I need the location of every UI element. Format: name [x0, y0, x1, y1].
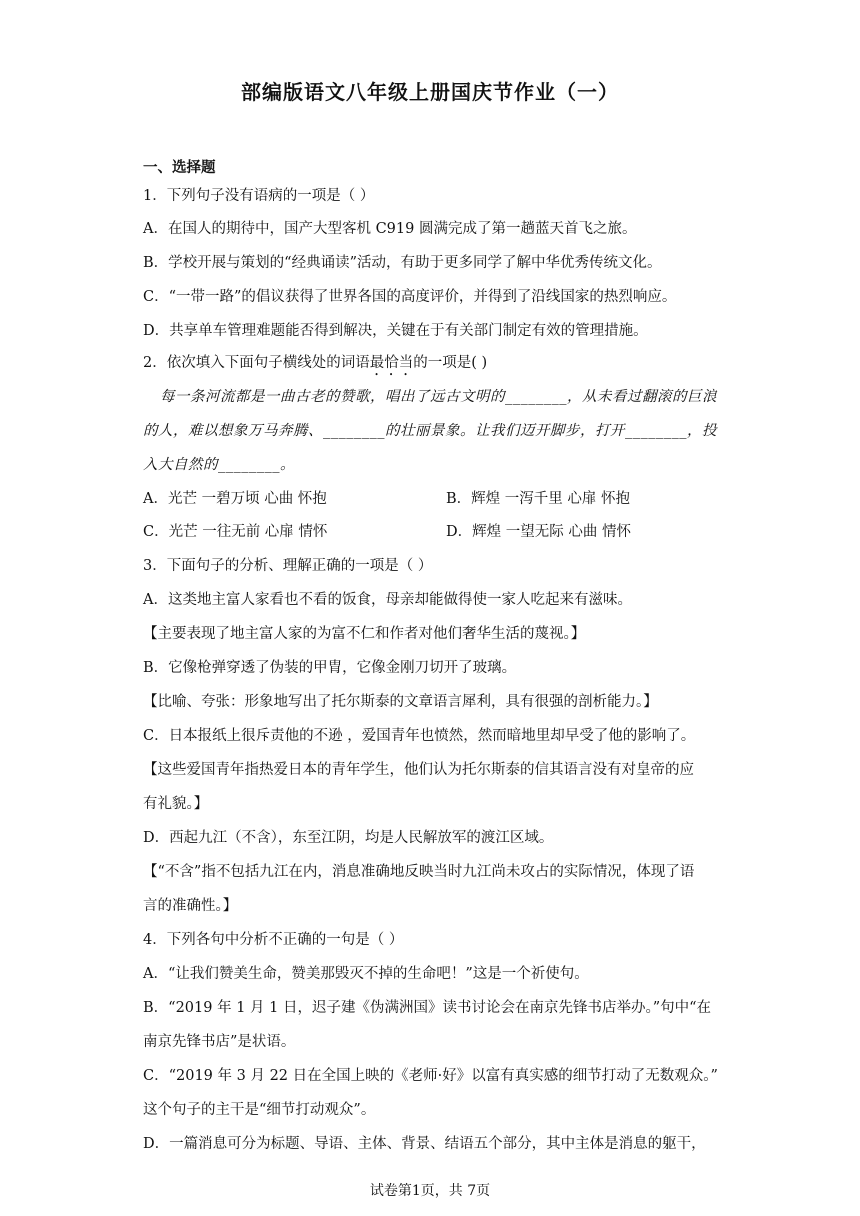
q3-option-d-note-1: 【“不含”指不包括九江在内，消息准确地反映当时九江尚未攻占的实际情况，体现了语 — [143, 864, 695, 880]
q3-option-d: D．西起九江（不含），东至江阴，均是人民解放军的渡江区域。 — [143, 830, 554, 846]
q3-option-c: C．日本报纸上很斥责他的不逊 ，爱国青年也愤然，然而暗地里却早受了他的影响了。 — [143, 728, 696, 744]
q2-option-c: C．光芒 一往无前 心扉 情怀 — [143, 524, 328, 540]
q2-stem-pre: 2．依次填入下面句子横线处的词语 — [143, 355, 370, 371]
q4-option-b-line-2: 南京先锋书店”是状语。 — [143, 1034, 296, 1050]
q1-stem: 1．下列句子没有语病的一项是（ ） — [143, 188, 375, 204]
q2-passage-line-1: 每一条河流都是一曲古老的赞歌，唱出了远古文明的________，从未看过翻滚的巨浪 — [160, 389, 717, 405]
q4-option-b-line-1: B．“2019 年 1 月 1 日，迟子建《伪满洲国》读书讨论会在南京先锋书店举办。”句中“在 — [143, 1000, 712, 1016]
document-title: 部编版语文八年级上册国庆节作业（一） — [241, 80, 619, 104]
q3-option-c-note-1: 【这些爱国青年指热爱日本的青年学生，他们认为托尔斯泰的信其语言没有对皇帝的应 — [143, 762, 694, 778]
q3-option-b: B．它像枪弹穿透了伪装的甲胄，它像金刚刀切开了玻璃。 — [143, 660, 517, 676]
q1-option-b: B．学校开展与策划的“经典诵读”活动，有助于更多同学了解中华优秀传统文化。 — [143, 255, 662, 271]
q4-option-d-line-1: D．一篇消息可分为标题、导语、主体、背景、结语五个部分，其中主体是消息的躯干， — [143, 1136, 706, 1152]
page-footer: 试卷第1页，共 7页 — [369, 1183, 491, 1199]
q3-option-b-note: 【比喻、夸张：形象地写出了托尔斯泰的文章语言犀利，具有很强的剖析能力。】 — [143, 694, 658, 710]
q2-passage-line-3: 入大自然的________。 — [143, 457, 295, 473]
q1-option-a: A．在国人的期待中，国产大型客机 C919 圆满完成了第一趟蓝天首飞之旅。 — [143, 221, 637, 237]
q3-option-a-note: 【主要表现了地主富人家的为富不仁和作者对他们奢华生活的蔑视。】 — [143, 626, 586, 642]
q4-option-c-line-1: C．“2019 年 3 月 22 日在全国上映的《老师·好》以富有真实感的细节打动了无数观众。” — [143, 1068, 718, 1084]
q3-option-a: A．这类地主富人家看也不看的饭食，母亲却能做得使一家人吃起来有滋味。 — [143, 592, 632, 608]
q2-option-a: A．光芒 一碧万顷 心曲 怀抱 — [143, 491, 327, 507]
q2-passage-line-2: 的人，难以想象万马奔腾、________的壮丽景象。让我们迈开脚步，打开________，投 — [143, 423, 717, 439]
q4-option-c-line-2: 这个句子的主干是“细节打动观众”。 — [143, 1102, 376, 1118]
q3-option-d-note-2: 言的准确性。】 — [143, 898, 238, 914]
q4-stem: 4．下列各句中分析不正确的一句是（ ） — [143, 932, 404, 948]
q2-option-d: D．辉煌 一望无际 心曲 情怀 — [446, 524, 631, 540]
q2-stem-post: 的一项是( ) — [413, 355, 488, 371]
q3-stem: 3．下面句子的分析、理解正确的一项是（ ） — [143, 558, 433, 574]
q1-option-d: D．共享单车管理难题能否得到解决，关键在于有关部门制定有效的管理措施。 — [143, 323, 648, 339]
q2-stem-emphasis: 最恰当 — [369, 355, 414, 371]
section-heading: 一、选择题 — [143, 160, 216, 176]
q2-stem — [143, 353, 487, 379]
q2-option-b: B．辉煌 一泻千里 心扉 怀抱 — [446, 491, 630, 507]
q1-option-c: C．“一带一路”的倡议获得了世界各国的高度评价，并得到了沿线国家的热烈响应。 — [143, 289, 677, 305]
q4-option-a: A．“让我们赞美生命，赞美那毁灭不掉的生命吧！”这是一个祈使句。 — [143, 966, 589, 982]
q3-option-c-note-2: 有礼貌。】 — [143, 796, 209, 812]
